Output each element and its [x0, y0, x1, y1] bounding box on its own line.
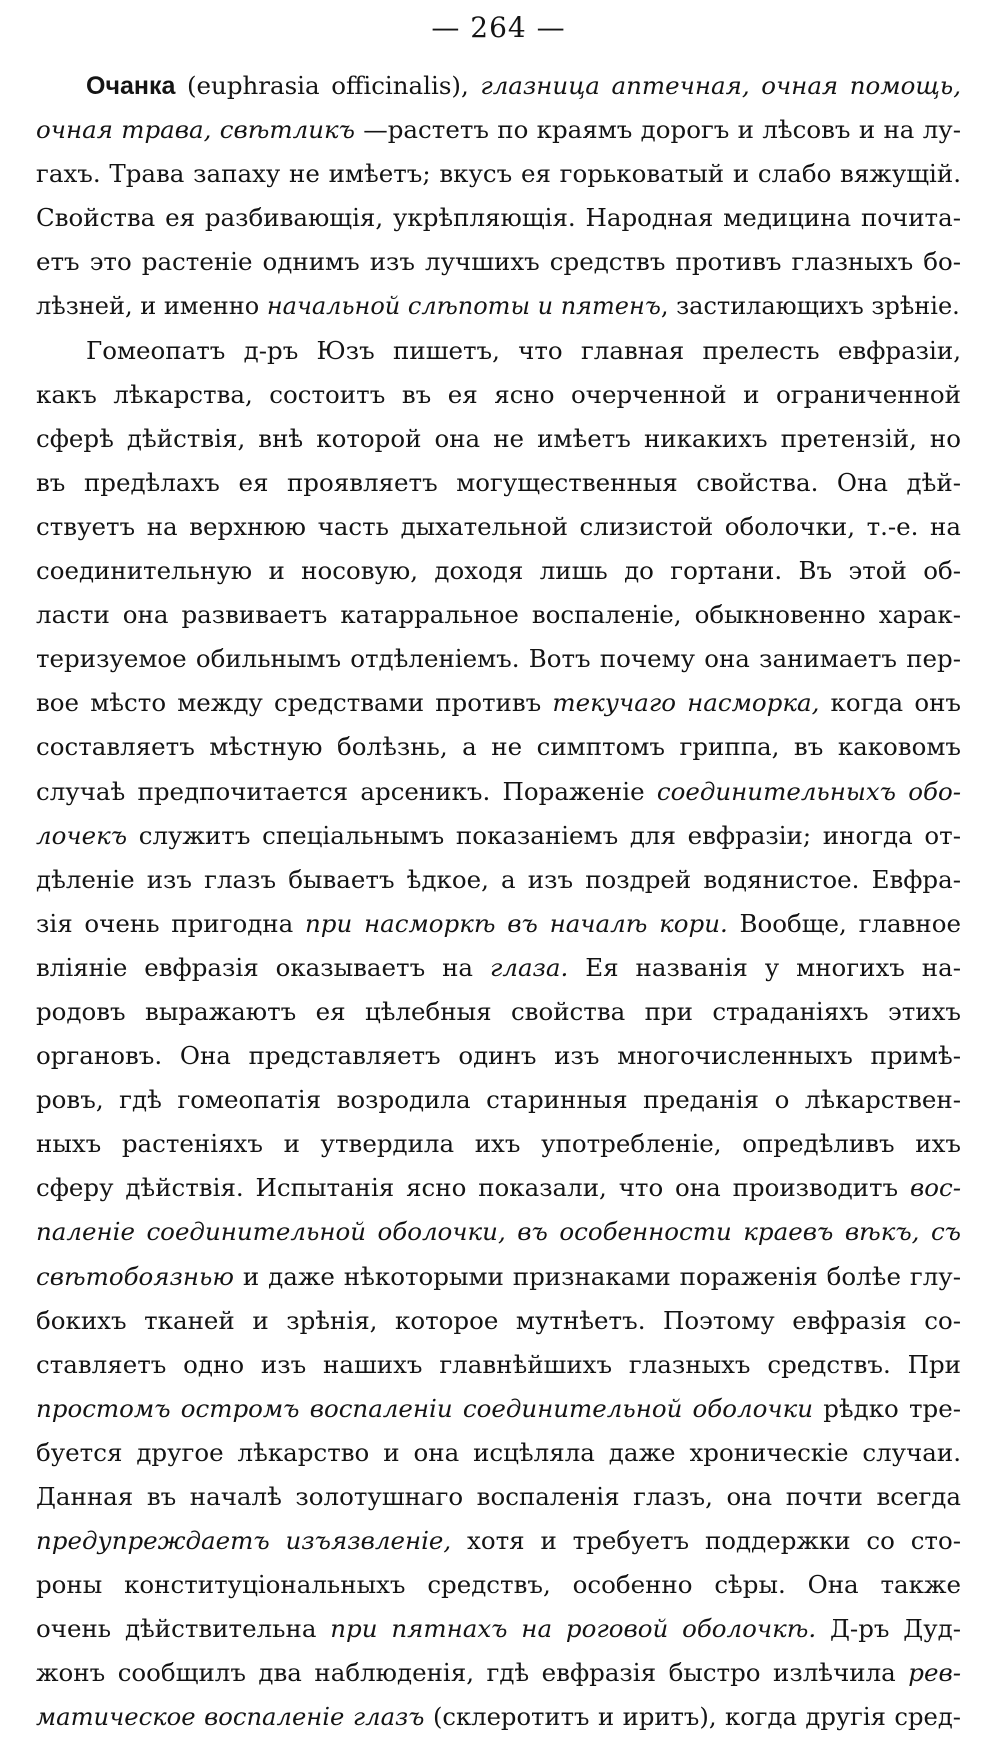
text-line [36, 1210, 961, 1254]
italic-text: очная трава, свѣтликъ [36, 115, 355, 145]
italic-text: глазница аптечная, очная помощь, [480, 71, 961, 100]
text-line [36, 990, 961, 1034]
text-segment: хотя и требуетъ поддержки со сто- [451, 1526, 961, 1556]
text-line [36, 417, 961, 461]
text-segment: зія очень пригодна [36, 908, 305, 938]
text-line [36, 240, 961, 284]
text-line [36, 725, 961, 769]
text-segment: гахъ. Трава запаху не имѣетъ; вкусъ ея горьковатый и слабо вяжущій. [36, 159, 961, 189]
italic-text: простомъ остромъ воспаленіи соединительной оболочки [36, 1393, 814, 1423]
text-segment: въ предѣлахъ ея проявляетъ могущественныя свойства. Она дѣй- [36, 467, 961, 497]
italic-text: паленіе соединительной оболочки, въ особенности краевъ вѣкъ, съ [36, 1217, 961, 1247]
italic-text: начальной слѣпоты и пятенъ [266, 292, 661, 321]
page-number: — 264 — [431, 11, 566, 44]
text-line [36, 1519, 961, 1563]
text-segment: и даже нѣкоторыми признаками пораженія болѣе глу- [233, 1261, 961, 1291]
text-segment: Вообще, главное [727, 908, 961, 938]
text-segment: Гомеопатъ д-ръ Юзъ пишетъ, что главная прелесть евфразіи, [86, 335, 961, 365]
text-line [36, 1166, 961, 1210]
text-segment: вліяніе евфразія оказываетъ на [36, 952, 490, 982]
text-line [36, 637, 961, 681]
text-segment: ровъ, гдѣ гомеопатія возродила старинныя преданія о лѣкарствен- [36, 1085, 961, 1115]
text-segment: Свойства ея разбивающія, укрѣпляющія. Народная медицина почита- [36, 203, 961, 233]
text-segment: роны конституціональныхъ средствъ, особенно сѣры. Она также [36, 1570, 961, 1600]
text-line [36, 858, 961, 902]
text-line [36, 329, 961, 373]
text-line [36, 461, 961, 505]
text-line [36, 814, 961, 858]
text-line [36, 1299, 961, 1343]
italic-text: матическое воспаленіе глазъ [36, 1702, 425, 1732]
text-segment: когда онъ [819, 688, 961, 718]
text-line [36, 1431, 961, 1475]
text-segment: , застилающихъ зрѣніе. [660, 292, 960, 321]
text-segment: бокихъ тканей и зрѣнія, которое мутнѣетъ. Поэтому евфразія со- [36, 1305, 961, 1335]
text-line [36, 1387, 961, 1431]
text-segment: Д-ръ Дуд- [816, 1614, 961, 1644]
text-line [36, 196, 961, 240]
text-segment: дѣленіе изъ глазъ бываетъ ѣдкое, а изъ поздрей водянистое. Евфра- [36, 864, 961, 894]
text-segment: жонъ сообщилъ два наблюденія, гдѣ евфразія быстро излѣчила [36, 1658, 909, 1688]
italic-text: текучаго насморка, [552, 688, 820, 718]
book-page [36, 0, 961, 1732]
body-text [36, 64, 961, 1740]
text-line [36, 284, 961, 328]
text-segment: органовъ. Она представляетъ одинъ изъ многочисленныхъ примѣ- [36, 1041, 961, 1071]
text-segment: служитъ спеціальнымъ показаніемъ для евфразіи; иногда от- [127, 820, 961, 850]
text-segment: (склеротитъ и иритъ), когда другія сред- [424, 1702, 961, 1732]
text-line [36, 946, 961, 990]
text-line [36, 1475, 961, 1519]
text-segment: теризуемое обильнымъ отдѣленіемъ. Вотъ почему она занимаетъ пер- [36, 644, 961, 674]
text-line [36, 1343, 961, 1387]
text-segment: составляетъ мѣстную болѣзнь, а не симптомъ гриппа, въ каковомъ [36, 732, 961, 762]
text-line [36, 1607, 961, 1651]
text-segment: ласти она развиваетъ катарральное воспаленіе, обыкновенно харак- [36, 600, 961, 630]
text-line [36, 373, 961, 417]
italic-text: рев- [908, 1658, 961, 1688]
text-segment: —растетъ по краямъ дорогъ и лѣсовъ и на лу- [354, 115, 961, 145]
italic-text: вос- [909, 1173, 961, 1203]
text-segment: сферѣ дѣйствія, внѣ которой она не имѣетъ никакихъ претензій, но [36, 423, 961, 453]
text-line [36, 593, 961, 637]
text-segment: очень дѣйствительна [36, 1614, 331, 1644]
text-line [36, 108, 961, 152]
entry-heading: Очанка [86, 72, 176, 100]
text-line [36, 1034, 961, 1078]
italic-text: свѣтобоязнью [36, 1261, 234, 1291]
italic-text: лочекъ [36, 820, 128, 850]
text-segment: рѣдко тре- [813, 1393, 961, 1423]
text-line [36, 681, 961, 725]
text-segment: (euphrasia officinalis), [175, 71, 481, 100]
text-segment: сферу дѣйствія. Испытанія ясно показали, что она производитъ [36, 1173, 910, 1203]
italic-text: предупреждаетъ изъязвленіе, [36, 1526, 452, 1556]
text-line [36, 152, 961, 196]
text-segment: буется другое лѣкарство и она исцѣляла даже хроническіе случаи. [36, 1437, 961, 1467]
text-segment: ставляетъ одно изъ нашихъ главнѣйшихъ глазныхъ средствъ. При [36, 1349, 961, 1379]
text-segment: соединительную и носовую, доходя лишь до гортани. Въ этой об- [36, 556, 961, 586]
text-line [36, 1563, 961, 1607]
text-segment: ныхъ растеніяхъ и утвердила ихъ употребленіе, опредѣливъ ихъ [36, 1129, 961, 1159]
text-line [36, 549, 961, 593]
text-segment: вое мѣсто между средствами противъ [36, 688, 553, 718]
italic-text: соединительныхъ обо- [656, 776, 961, 806]
italic-text: при насморкѣ въ началѣ кори. [305, 908, 728, 938]
text-segment: Ея названія у многихъ на- [568, 952, 961, 982]
text-segment: какъ лѣкарства, состоитъ въ ея ясно очерченной и ограниченной [36, 379, 961, 409]
text-line [36, 64, 961, 108]
italic-text: при пятнахъ на роговой оболочкѣ. [330, 1614, 817, 1644]
text-line [36, 770, 961, 814]
text-line [36, 1255, 961, 1299]
text-segment: лѣзней, и именно [36, 292, 267, 321]
text-line [36, 1122, 961, 1166]
text-line [36, 1651, 961, 1695]
text-segment: Данная въ началѣ золотушнаго воспаленія глазъ, она почти всегда [36, 1482, 961, 1511]
text-segment: етъ это растеніе однимъ изъ лучшихъ средствъ противъ глазныхъ бо- [36, 247, 961, 277]
italic-text: глаза. [489, 952, 569, 982]
text-segment: родовъ выражаютъ ея цѣлебныя свойства при страданіяхъ этихъ [36, 996, 961, 1026]
text-segment: случаѣ предпочитается арсеникъ. Пораженіе [36, 776, 657, 806]
text-line [36, 1078, 961, 1122]
text-segment: ствуетъ на верхнюю часть дыхательной слизистой оболочки, т.-е. на [36, 511, 961, 541]
text-line [36, 505, 961, 549]
text-line [36, 902, 961, 946]
text-line [36, 1695, 961, 1739]
